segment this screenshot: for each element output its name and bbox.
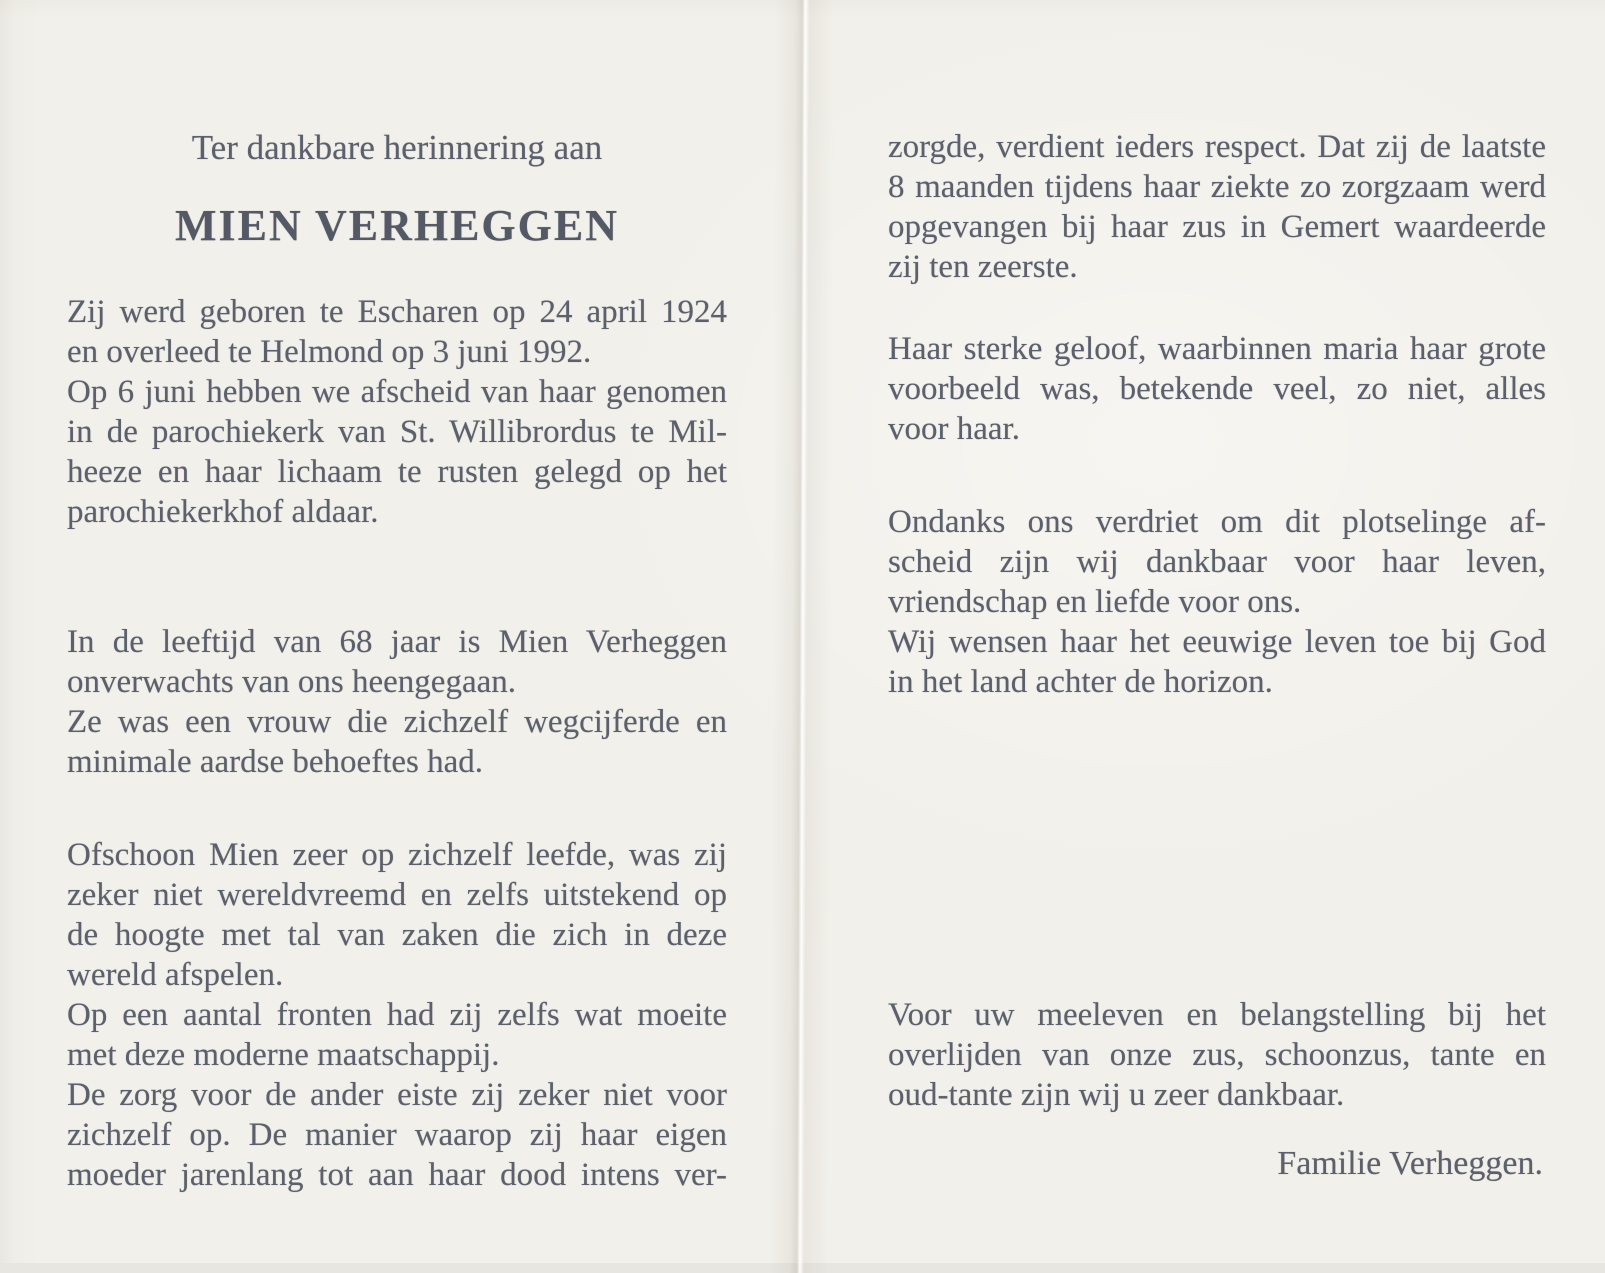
text-line: wereld afspelen.	[67, 957, 284, 993]
text-line: Ze was een vrouw die zichzelf wegcijferde en	[67, 704, 727, 740]
right-page	[888, 0, 1546, 1263]
text-line: in het land achter de horizon.	[888, 664, 1273, 700]
text-line: Wij wensen haar het eeuwige leven toe bij God	[888, 624, 1546, 660]
text-line: 8 maanden tijdens haar ziekte zo zorgzaam werd	[888, 169, 1546, 205]
text-line: In de leeftijd van 68 jaar is Mien Verheggen	[67, 624, 727, 660]
intro-line: Ter dankbare herinnering aan	[191, 128, 603, 167]
text-line: De zorg voor de ander eiste zij zeker niet voor	[67, 1077, 727, 1113]
paragraph-birth-death-funeral	[67, 292, 727, 532]
paragraph-thanks	[888, 995, 1546, 1115]
text-line: vriendschap en liefde voor ons.	[888, 584, 1302, 620]
text-line: overlijden van onze zus, schoonzus, tante en	[888, 1037, 1546, 1073]
text-line: de hoogte met tal van zaken die zich in deze	[67, 917, 727, 953]
family-signature: Familie Verheggen.	[1277, 1145, 1543, 1182]
text-line: voor haar.	[888, 411, 1020, 447]
text-line: zeker niet wereldvreemd en zelfs uitstekend op	[67, 877, 727, 913]
text-line: scheid zijn wij dankbaar voor haar leven,	[888, 544, 1546, 580]
text-line: zij ten zeerste.	[888, 249, 1078, 285]
text-line: onverwachts van ons heengegaan.	[67, 664, 516, 700]
text-line: Op een aantal fronten had zij zelfs wat moeite	[67, 997, 727, 1033]
paragraph-farewell-wish	[888, 502, 1546, 702]
text-line: voorbeeld was, betekende veel, zo niet, alles	[888, 371, 1546, 407]
text-line: heeze en haar lichaam te rusten gelegd op het	[67, 454, 727, 490]
text-line: parochiekerkhof aldaar.	[67, 494, 379, 530]
paragraph-faith	[888, 329, 1546, 449]
text-line: met deze moderne maatschappij.	[67, 1037, 500, 1073]
paragraph-age-character	[67, 622, 727, 782]
text-line: Ofschoon Mien zeer op zichzelf leefde, was zij	[67, 837, 727, 873]
left-page	[67, 0, 727, 1263]
text-line: Ondanks ons verdriet om dit plotselinge af-	[888, 504, 1546, 540]
paragraph-personality-care	[67, 835, 727, 1195]
paragraph-respect-illness	[888, 127, 1546, 287]
text-line: minimale aardse behoeftes had.	[67, 744, 483, 780]
text-line: Zij werd geboren te Escharen op 24 april 1924	[67, 294, 727, 330]
text-line: zorgde, verdient ieders respect. Dat zij de laatste	[888, 129, 1546, 165]
deceased-name: MIEN VERHEGGEN	[174, 201, 620, 250]
text-line: zichzelf op. De manier waarop zij haar eigen	[67, 1117, 727, 1153]
text-line: Op 6 juni hebben we afscheid van haar genomen	[67, 374, 727, 410]
text-line: in de parochiekerk van St. Willibrordus te Mil-	[67, 414, 727, 450]
text-line: oud-tante zijn wij u zeer dankbaar.	[888, 1077, 1345, 1113]
text-line: Voor uw meeleven en belangstelling bij het	[888, 997, 1546, 1033]
text-line: opgevangen bij haar zus in Gemert waardeerde	[888, 209, 1546, 245]
text-line: moeder jarenlang tot aan haar dood intens ver-	[67, 1157, 727, 1193]
text-line: Haar sterke geloof, waarbinnen maria haar grote	[888, 331, 1546, 367]
text-line: en overleed te Helmond op 3 juni 1992.	[67, 334, 592, 370]
center-fold-crease	[769, 0, 835, 1273]
